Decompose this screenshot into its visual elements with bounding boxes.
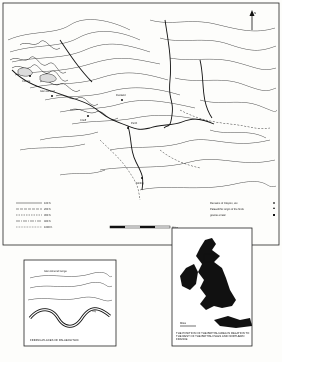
legend-contour-label: 300 ft.	[44, 214, 52, 217]
inset-right-caption: THE POSITION OF THE BRITISH AREA IN RELATION TO THE REST OF THE BRITISH ISLES AND NORTHERN FRANCE	[176, 332, 250, 342]
legend-contour-label: 400 ft.	[44, 220, 52, 223]
inset-right-caption-box	[176, 332, 250, 346]
symbol-square-icon	[273, 214, 275, 216]
place-marker	[121, 99, 123, 101]
legend-contour-label: 100 ft.	[44, 202, 52, 205]
inset-left-caption: FINDING-PLACES OF PALAEOLITHIC	[30, 338, 79, 342]
scale-bar	[110, 226, 179, 230]
main-map	[3, 3, 279, 245]
place-marker	[141, 177, 143, 179]
place-marker	[87, 115, 89, 117]
north-arrow-icon	[250, 10, 257, 30]
rivers	[12, 20, 214, 190]
place-marker	[127, 127, 129, 129]
place-label: Dunkeld	[116, 94, 126, 97]
place-labels	[22, 79, 144, 185]
inset-right	[172, 228, 252, 346]
north-label: N	[254, 11, 257, 15]
place-label: Glen Almond	[40, 90, 55, 93]
place-label: Comrie	[22, 80, 31, 83]
symbol-triangle-icon	[273, 207, 275, 209]
symbol-legend-label: Palaeolithic origin of the finds	[210, 208, 244, 211]
contour-lines	[8, 20, 277, 190]
place-label: Perth	[131, 122, 138, 125]
legend-contour-label: 1000 ft.	[44, 226, 53, 229]
inset-left-frame	[24, 260, 116, 346]
inset-left	[24, 260, 116, 346]
map-legend	[16, 201, 275, 230]
inset-left-label: Tay	[92, 310, 97, 313]
place-label: Stirling	[136, 182, 144, 185]
place-marker	[29, 75, 31, 77]
inset-left-label: Glen Almond Gorge	[44, 270, 67, 273]
inset-scale-label: Miles	[180, 322, 187, 325]
roads	[100, 110, 270, 200]
legend-contour-label: 200 ft.	[44, 208, 52, 211]
symbol-dot-icon	[273, 202, 275, 204]
symbol-legend-label: Remains of Clayton, etc.	[210, 202, 239, 205]
symbol-legend	[210, 201, 275, 217]
symbol-legend-label: granite erratic	[210, 214, 226, 217]
place-label: Crieff	[80, 119, 87, 122]
place-marker	[51, 95, 53, 97]
